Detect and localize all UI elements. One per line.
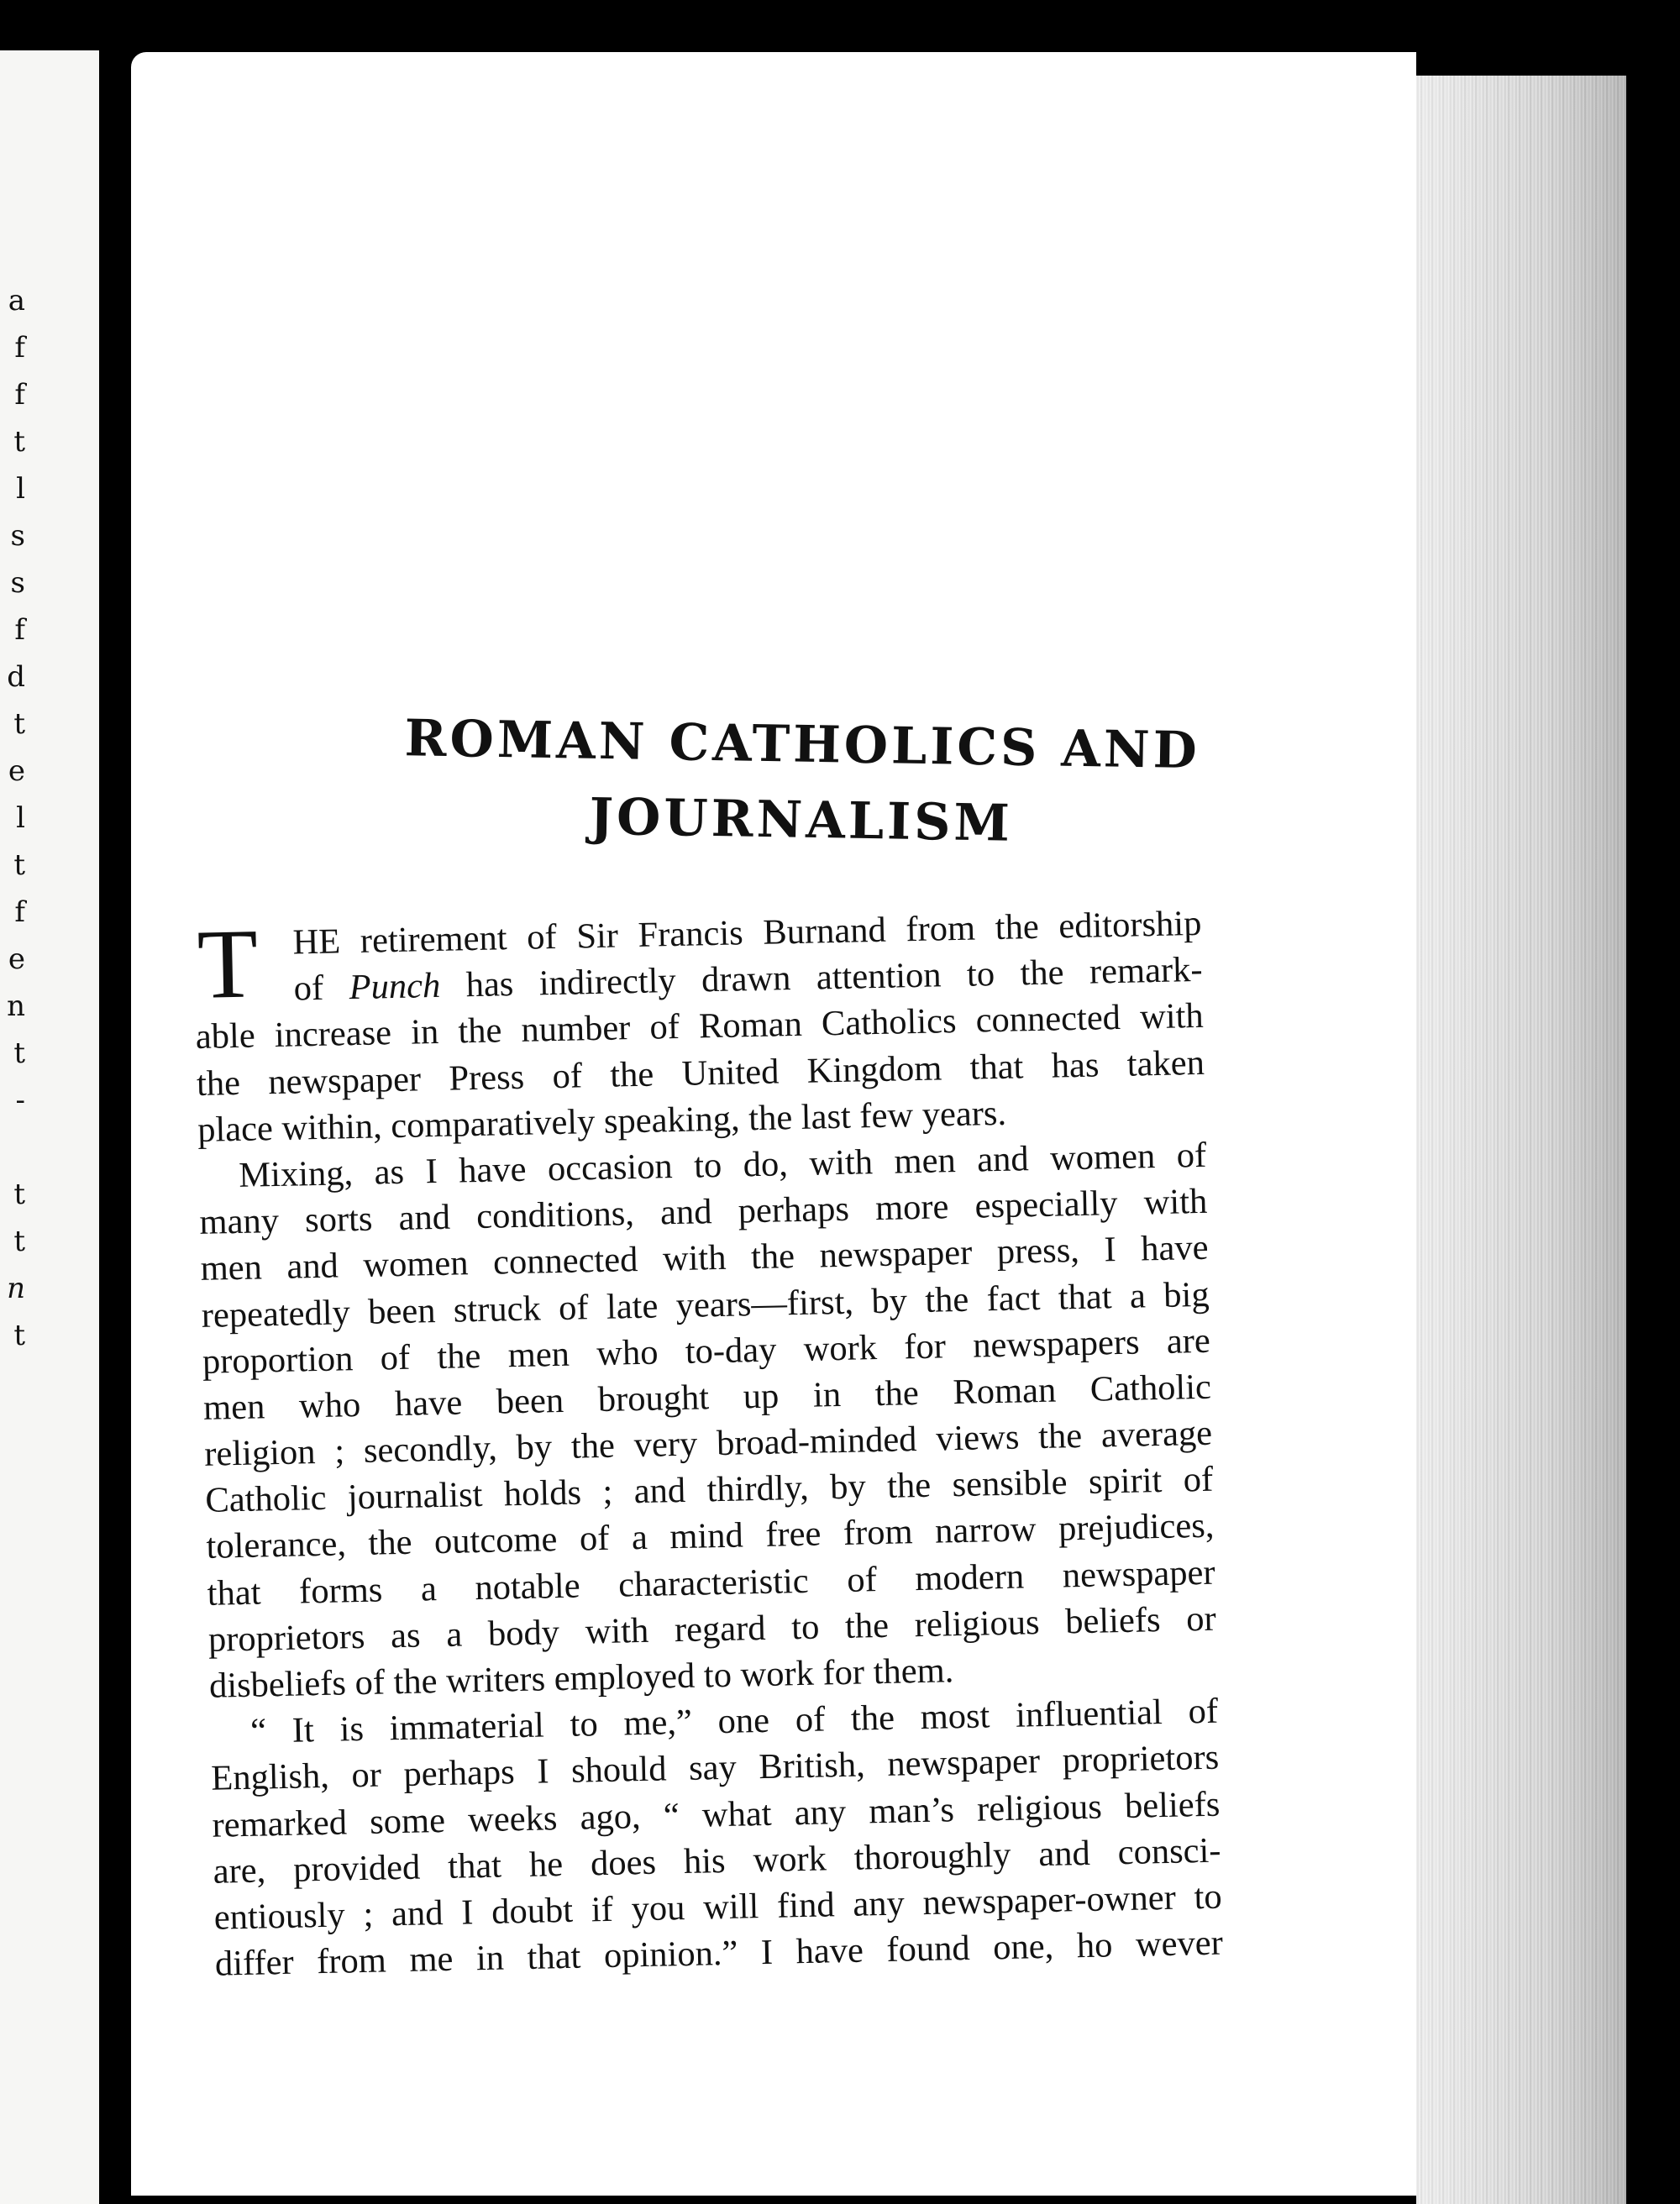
text-run: has indirectly drawn attention to the remark-: [439, 950, 1203, 1006]
margin-letter: t: [13, 425, 25, 459]
margin-letter: l: [16, 472, 25, 506]
text-line: “ It is immaterial to me,” one of the most influential of: [249, 1691, 1219, 1751]
text-line: HE retirement of Sir Francis Burnand from the editorship: [292, 903, 1202, 963]
margin-letter: n: [7, 1272, 25, 1305]
margin-letter: n: [7, 989, 25, 1023]
margin-letter: f: [14, 331, 25, 365]
book-page: [131, 52, 1416, 2196]
publication-title: Punch: [349, 966, 441, 1008]
margin-letter: a: [8, 284, 25, 317]
margin-letter: t: [13, 1319, 25, 1352]
article-body: [193, 900, 1223, 1987]
margin-letter: t: [13, 707, 25, 741]
text-line: entiously ; and I doubt if you will find any newspaper-owner to: [213, 1876, 1223, 1938]
chapter-title-line: ROMAN CATHOLICS AND: [404, 709, 1201, 781]
text-line: proportion of the men who to-day work for newspapers are: [202, 1320, 1211, 1382]
text-line: repeatedly been struck of late years—first, by the fact that a big: [201, 1274, 1210, 1336]
text-line: religion ; secondly, by the very broad-minded views the average: [203, 1413, 1213, 1474]
margin-letter: t: [13, 1225, 25, 1258]
text-line: that forms a notable characteristic of modern newspaper: [207, 1552, 1215, 1614]
drop-cap: T: [196, 908, 260, 1020]
text-line: able increase in the number of Roman Catholics connected with: [195, 996, 1205, 1057]
margin-letter: e: [8, 754, 25, 788]
text-line: proprietors as a body with regard to the religious beliefs or: [207, 1598, 1217, 1660]
margin-letter: t: [13, 1178, 25, 1211]
book-gutter: [99, 34, 131, 2204]
text-line: Catholic journalist holds ; and thirdly, by the sensible spirit of: [204, 1459, 1214, 1521]
text-run: of: [293, 968, 350, 1009]
text-line: tolerance, the outcome of a mind free from narrow prejudices,: [206, 1506, 1215, 1567]
margin-letter: t: [13, 848, 25, 882]
margin-letter: s: [10, 519, 25, 553]
margin-letter: f: [14, 895, 25, 929]
chapter-title-line: JOURNALISM: [589, 787, 1014, 853]
page-edge-stack: [1416, 76, 1626, 2204]
text-line: men who have been brought up in the Roman Catholic: [202, 1367, 1212, 1428]
margin-letter: f: [14, 613, 25, 647]
margin-letter: t: [13, 1036, 25, 1070]
margin-letter: f: [14, 378, 25, 412]
chapter-title: [280, 699, 1324, 866]
facing-page-left: [0, 50, 99, 2204]
margin-letter: -: [15, 1084, 25, 1117]
text-line: differ from me in that opinion.” I have found one, ho wever: [214, 1923, 1224, 1984]
margin-letter: l: [16, 801, 25, 835]
margin-letter: e: [8, 942, 25, 976]
text-line: disbeliefs of the writers employed to work for them.: [208, 1650, 954, 1706]
text-line: place within, comparatively speaking, the last few years.: [197, 1093, 1007, 1150]
text-line: are, provided that he does his work thoroughly and consci-: [213, 1830, 1221, 1892]
text-line: remarked some weeks ago, “ what any man’s religious beliefs: [212, 1784, 1221, 1845]
facing-page-line-endings: [0, 277, 25, 1359]
margin-letter: s: [10, 566, 25, 600]
text-line: English, or perhaps I should say British, newspaper proprietors: [210, 1738, 1220, 1799]
text-line: Mixing, as I have occasion to do, with men and women of: [238, 1135, 1207, 1195]
margin-letter: d: [7, 660, 25, 694]
text-line: many sorts and conditions, and perhaps more especially with: [199, 1181, 1208, 1243]
text-line: men and women connected with the newspaper press, I have: [200, 1228, 1209, 1289]
text-line: the newspaper Press of the United Kingdom that has taken: [196, 1042, 1205, 1104]
